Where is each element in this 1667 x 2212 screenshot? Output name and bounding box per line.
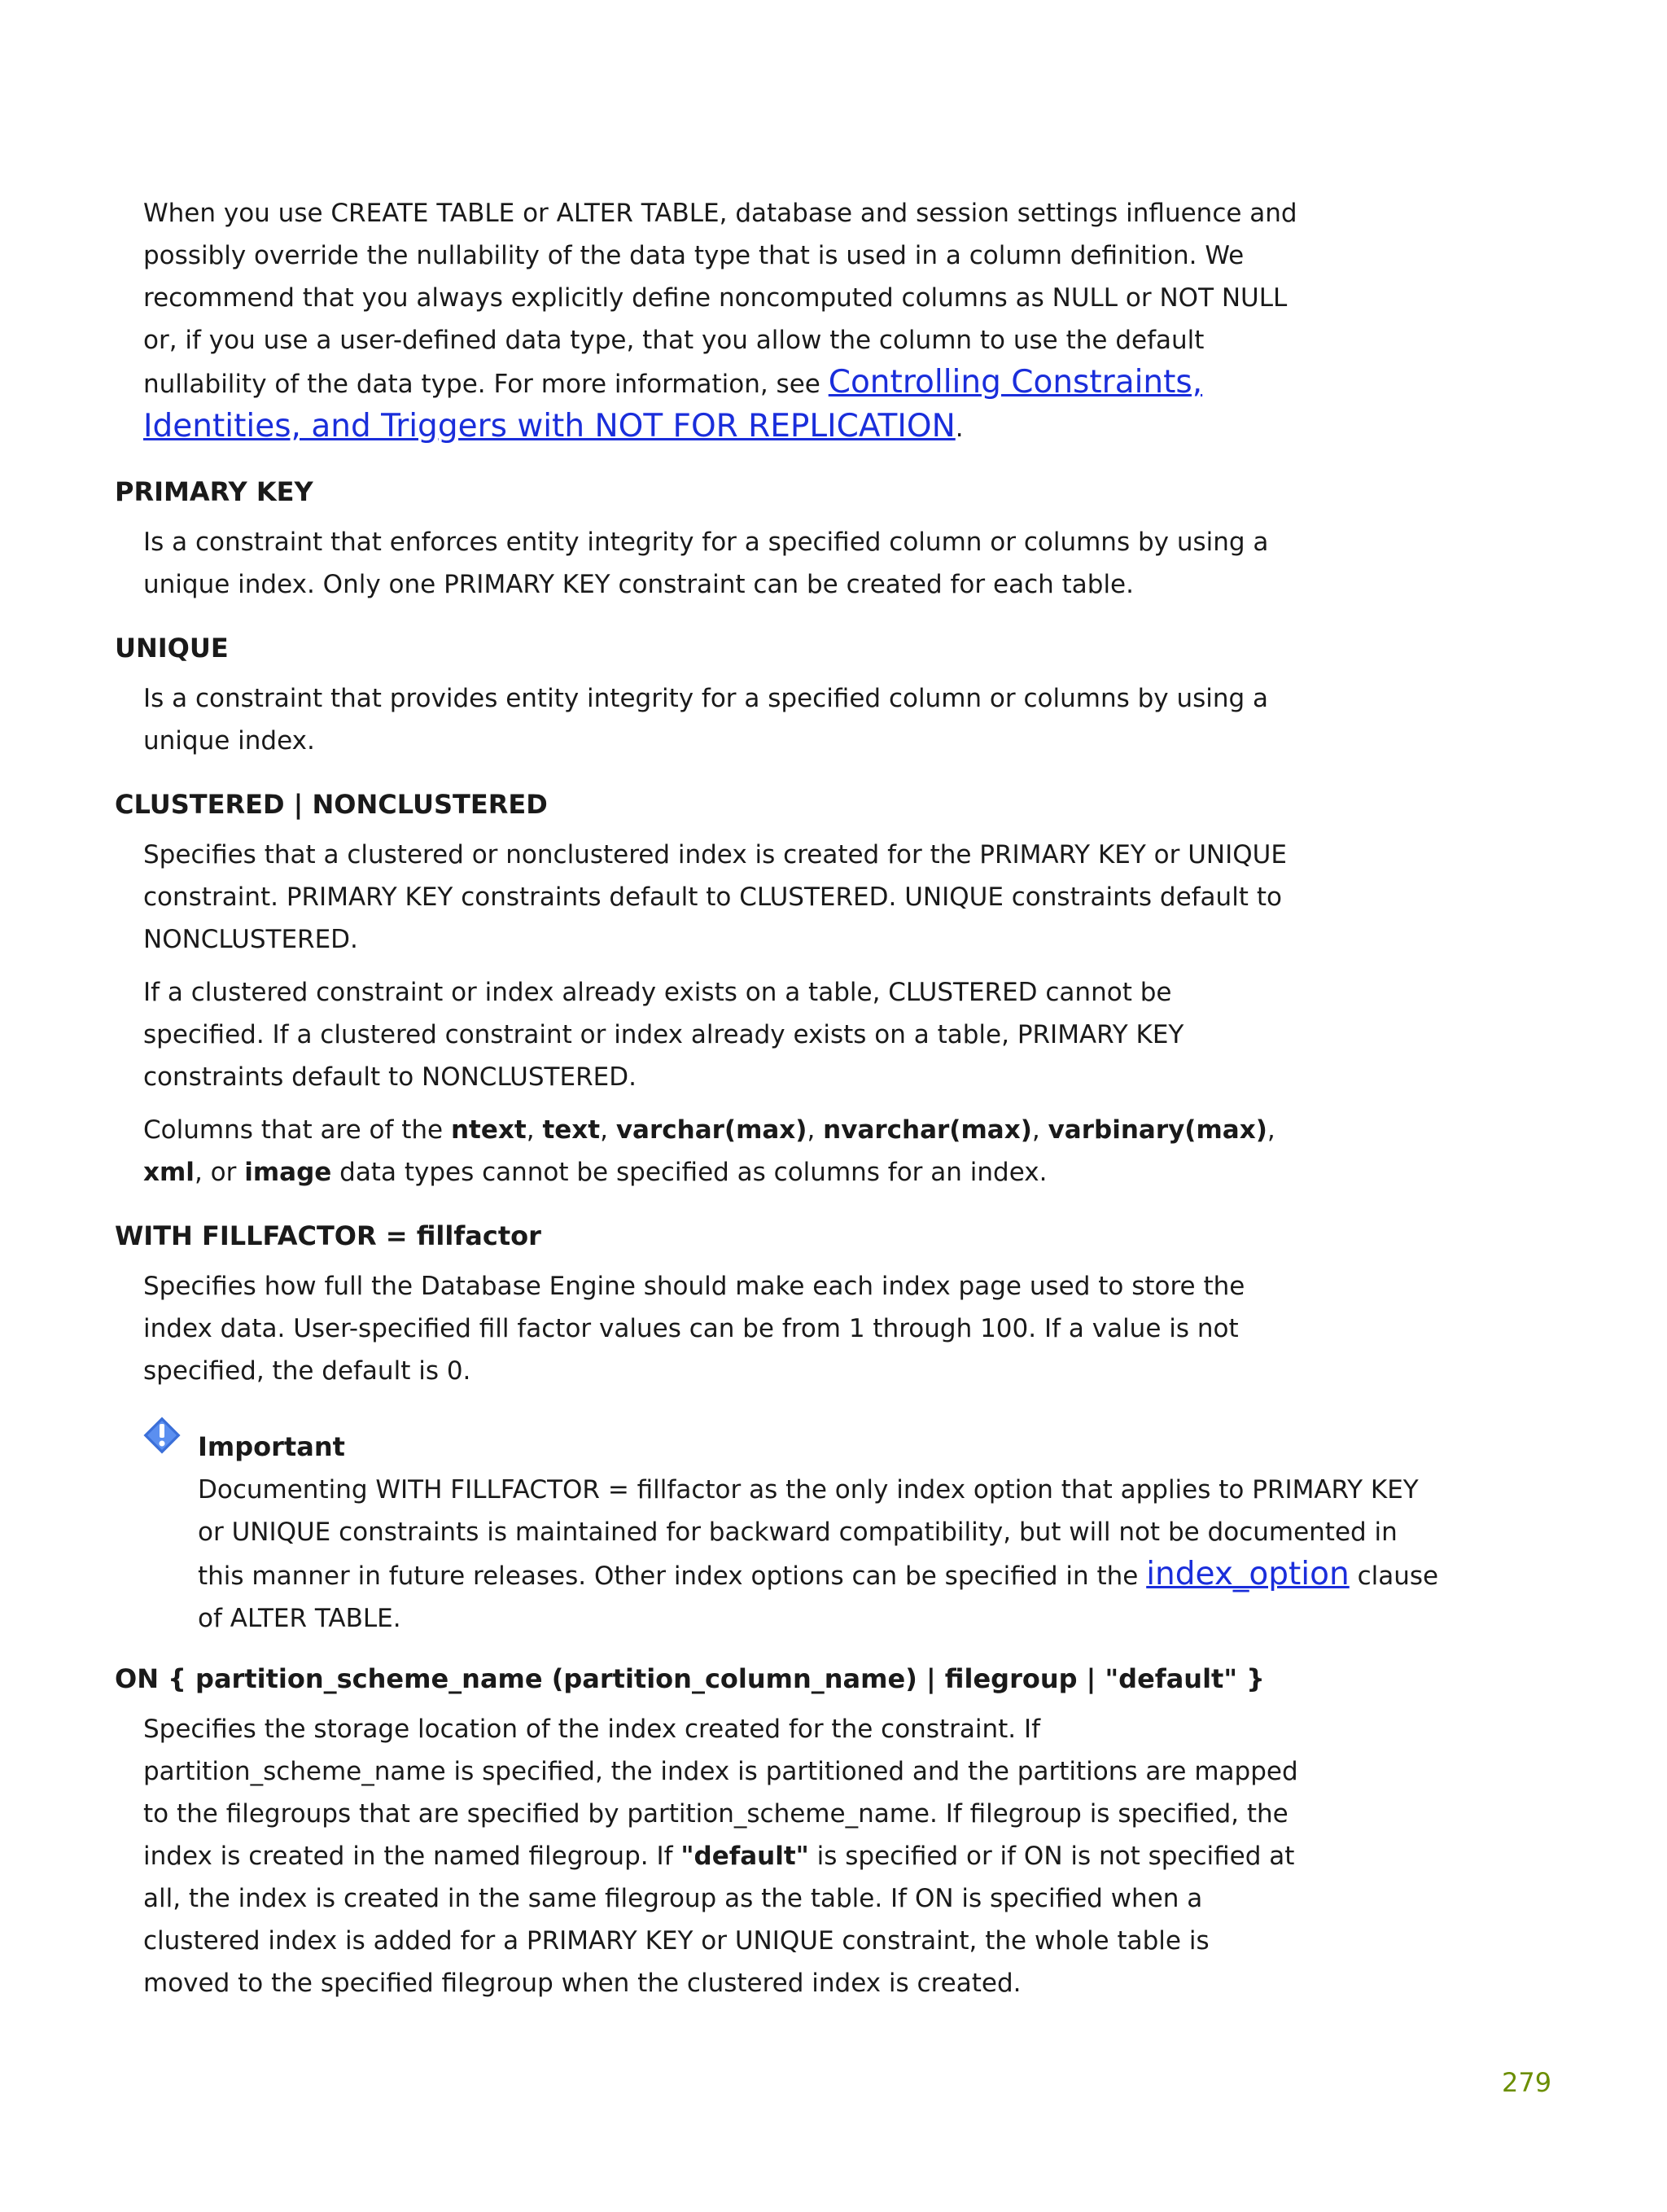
columns-lead: Columns that are of the	[143, 1115, 451, 1145]
on-text-end: is specified or if ON is not specified at all, the index is created in the same filegroup as the table. If ON is specified when a clustered index is added for a PRIMARY KEY or UNIQUE constraint, the whole table is moved to the specified filegroup when the clustered index is created.	[143, 1842, 1295, 1998]
separator: , or	[194, 1158, 245, 1187]
separator: ,	[807, 1115, 824, 1145]
clustered-description-1: Specifies that a clustered or nonclustered index is created for the PRIMARY KEY or UNIQUE constraint. PRIMARY KEY constraints default to CLUSTERED. UNIQUE constraints default to NONCLUSTERED.	[143, 840, 1287, 954]
separator: ,	[1267, 1115, 1275, 1145]
intro-text: When you use CREATE TABLE or ALTER TABLE, database and session settings influence and possibly override the nullability of the data type that is used in a column definition. We recommend that you always explicitly define noncomputed columns as NULL or NOT NULL or, if you use a user-defined data type, that you allow the column to use the default nullability of the data type. For more information, see	[143, 199, 1297, 399]
controlling-constraints-link[interactable]: Controlling Constraints, Identities, and Triggers with NOT FOR REPLICATION	[143, 364, 1203, 445]
note-title: Important	[198, 1431, 345, 1462]
term-on-clause: ON { partition_scheme_name (partition_column_name) | filegroup | "default" }	[115, 1663, 1265, 1694]
page-number: 279	[1502, 2067, 1552, 2098]
type-xml: xml	[143, 1158, 195, 1187]
clustered-description-2: If a clustered constraint or index already exists on a table, CLUSTERED cannot be specified. If a clustered constraint or index already exists on a table, PRIMARY KEY constraints default to NONCLUSTERED.	[143, 978, 1184, 1092]
intro-end: .	[955, 414, 964, 443]
primary-key-description: Is a constraint that enforces entity integrity for a specified column or columns by using a unique index. Only one PRIMARY KEY constraint can be created for each table.	[143, 528, 1269, 599]
type-nvarchar-max: nvarchar(max)	[823, 1115, 1032, 1145]
type-varchar-max: varchar(max)	[615, 1115, 807, 1145]
clustered-description-3	[143, 1109, 1299, 1194]
type-ntext: ntext	[450, 1115, 527, 1145]
on-clause-description	[143, 1708, 1299, 2004]
type-text: text	[542, 1115, 601, 1145]
term-clustered-nonclustered: CLUSTERED | NONCLUSTERED	[115, 789, 548, 820]
columns-tail: data types cannot be specified as columns for an index.	[331, 1158, 1048, 1187]
note-text: Documenting WITH FILLFACTOR = fillfactor as the only index option that applies to PRIMARY KEY or UNIQUE constraints is maintained for backward compatibility, but will not be documented in this manner in future releases. Other index options can be specified in the	[198, 1475, 1419, 1591]
important-info-icon	[140, 1413, 184, 1457]
note-body	[198, 1469, 1451, 1640]
type-varbinary-max: varbinary(max)	[1048, 1115, 1267, 1145]
note-end: clause of ALTER TABLE.	[198, 1562, 1439, 1633]
on-text-start: Specifies the storage location of the index created for the constraint. If partition_scheme_name is specified, the index is partitioned and the partitions are mapped to the filegroups that are specified by partition_scheme_name. If filegroup is specified, the index is created in the named filegroup. If	[143, 1715, 1298, 1871]
intro-paragraph	[143, 192, 1299, 449]
fillfactor-description: Specifies how full the Database Engine should make each index page used to store the index data. User-specified fill factor values can be from 1 through 100. If a value is not specified, the default is 0.	[143, 1272, 1245, 1386]
default-keyword: "default"	[680, 1842, 809, 1871]
unique-description: Is a constraint that provides entity integrity for a specified column or columns by using a unique index.	[143, 684, 1269, 756]
term-primary-key: PRIMARY KEY	[115, 476, 313, 507]
term-unique: UNIQUE	[115, 633, 229, 664]
separator: ,	[1031, 1115, 1048, 1145]
separator: ,	[526, 1115, 543, 1145]
term-with-fillfactor: WITH FILLFACTOR = fillfactor	[115, 1220, 541, 1251]
separator: ,	[600, 1115, 616, 1145]
type-image: image	[244, 1158, 332, 1187]
index-option-link[interactable]: index_option	[1146, 1556, 1350, 1592]
